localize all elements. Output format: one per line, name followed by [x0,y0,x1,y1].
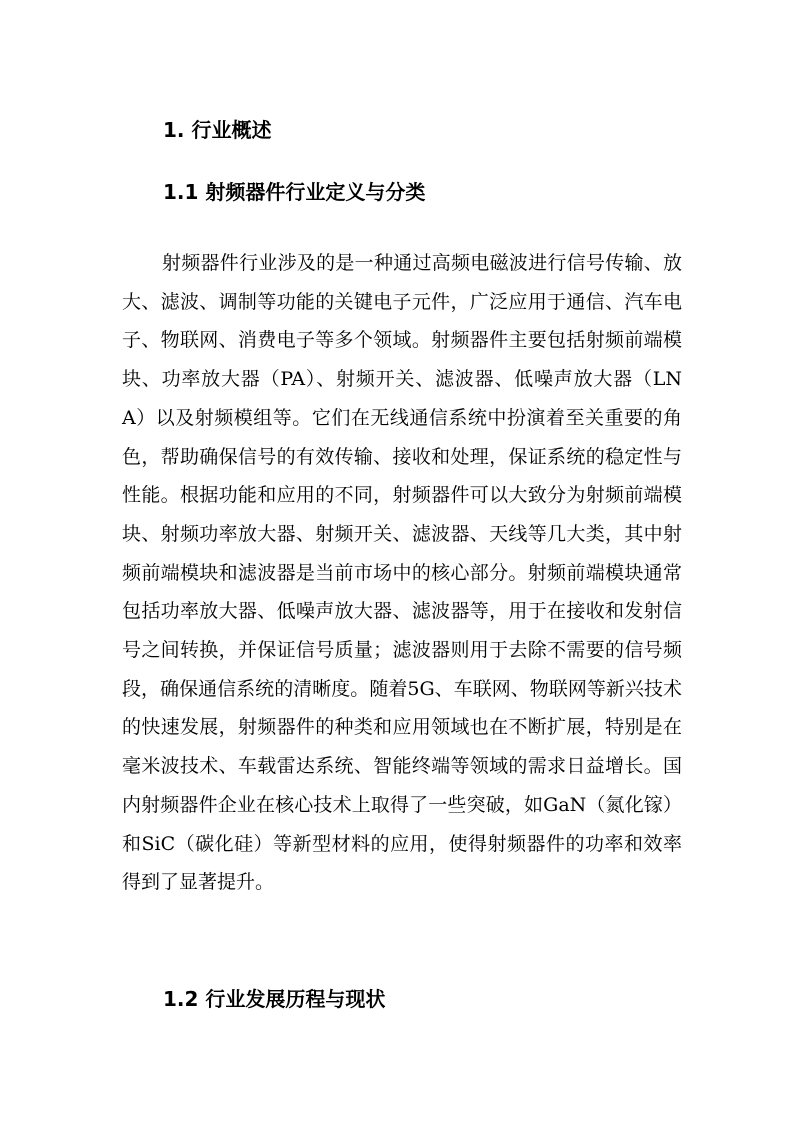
section-heading-1-2: 1.2 行业发展历程与现状 [163,987,386,1011]
section-heading-1-1: 1.1 射频器件行业定义与分类 [163,180,426,204]
body-paragraph: 射频器件行业涉及的是一种通过高频电磁波进行信号传输、放大、滤波、调制等功能的关键电子元件，广泛应用于通信、汽车电子、物联网、消费电子等多个领域。射频器件主要包括射频前端模块、功率放大器（PA）、射频开关、滤波器、低噪声放大器（LNA）以及射频模组等。它们在无线通信系统中扮演着至关重要的角色，帮助确保信号的有效传输、接收和处理，保证系统的稳定性与性能。根据功能和应用的不同，射频器件可以大致分为射频前端模块、射频功率放大器、射频开关、滤波器、天线等几大类，其中射频前端模块和滤波器是当前市场中的核心部分。射频前端模块通常包括功率放大器、低噪声放大器、滤波器等，用于在接收和发射信号之间转换，并保证信号质量；滤波器则用于去除不需要的信号频段，确保通信系统的清晰度。随着5G、车联网、物联网等新兴技术的快速发展，射频器件的种类和应用领域也在不断扩展，特别是在毫米波技术、车载雷达系统、智能终端等领域的需求日益增长。国内射频器件企业在核心技术上取得了一些突破，如GaN（氮化镓）和SiC（碳化硅）等新型材料的应用，使得射频器件的功率和效率得到了显著提升。 [122,252,682,894]
section-heading-1: 1. 行业概述 [163,118,272,142]
